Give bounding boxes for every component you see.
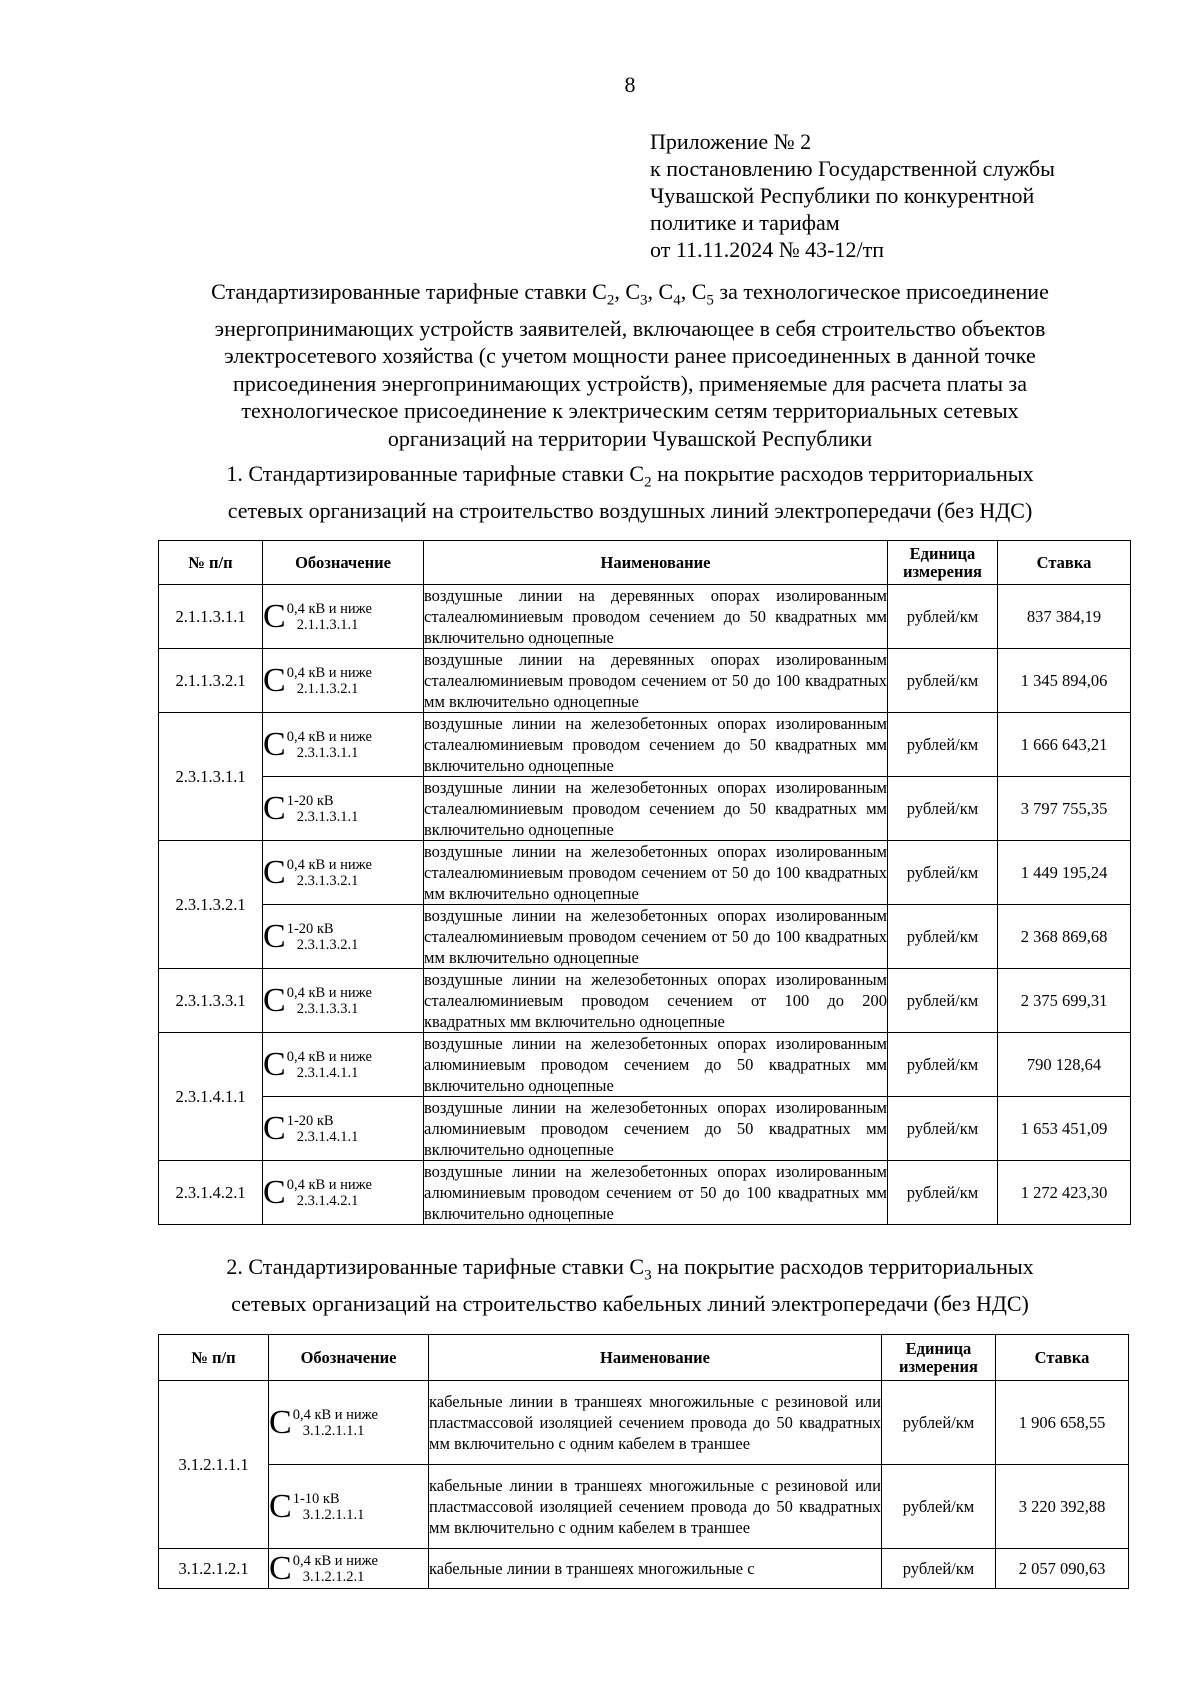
header-rate: Ставка: [998, 541, 1131, 585]
designation-cell: [263, 1097, 424, 1161]
description-cell: воздушные линии на железобетонных опорах изолированным сталеалюминиевым проводом сечением до 50 квадратных мм включительно одноцепные: [424, 714, 887, 775]
description-cell: воздушные линии на железобетонных опорах изолированным алюминиевым проводом сечением до 50 квадратных мм включительно одноцепные: [424, 1098, 887, 1159]
table-row: [159, 649, 1131, 713]
table-row: [159, 969, 1131, 1033]
symbol-superscript: 1-20 кВ: [286, 1112, 334, 1129]
symbol-letter: C: [263, 725, 286, 763]
row-number: 2.3.1.3.1.1: [159, 713, 263, 841]
description-cell: кабельные линии в траншеях многожильные с резиновой или пластмассовой изоляцией сечением провода до 50 квадратных мм включительно с одним кабелем в траншее: [429, 1381, 882, 1465]
symbol-subscript: 2.3.1.3.1.1: [296, 808, 359, 825]
symbol-superscript: 0,4 кВ и ниже: [286, 664, 372, 681]
designation-cell: [263, 585, 424, 649]
symbol-letter: C: [263, 661, 286, 699]
unit-cell: рублей/км: [888, 1097, 998, 1161]
symbol-superscript: 0,4 кВ и ниже: [286, 1176, 372, 1193]
designation-cell: [263, 969, 424, 1033]
symbol-subscript: 2.3.1.3.3.1: [296, 1000, 359, 1017]
table-header-row: [159, 1335, 1129, 1381]
designation-cell: [263, 905, 424, 969]
symbol-superscript: 0,4 кВ и ниже: [292, 1406, 378, 1423]
table-row: [159, 1161, 1131, 1225]
appendix-block: [650, 128, 1055, 263]
symbol-superscript: 1-20 кВ: [286, 920, 334, 937]
appendix-line: Приложение № 2: [650, 129, 812, 154]
table-row: [159, 585, 1131, 649]
tariff-symbol: [263, 1173, 372, 1211]
tariff-symbol: [263, 597, 372, 635]
symbol-subscript: 3.1.2.1.1.1: [302, 1506, 365, 1523]
row-number: 2.3.1.4.1.1: [159, 1033, 263, 1161]
rate-cell: 1 906 658,55: [996, 1381, 1129, 1465]
designation-cell: [269, 1465, 429, 1549]
title-line: электросетевого хозяйства (с учетом мощности ранее присоединенных в данной точке: [224, 343, 1036, 369]
designation-cell: [263, 649, 424, 713]
header-rate: Ставка: [996, 1335, 1129, 1381]
header-designation: Обозначение: [269, 1335, 429, 1381]
table-cable-lines: [158, 1334, 1129, 1589]
description-cell: кабельные линии в траншеях многожильные с: [429, 1549, 882, 1589]
row-number: 2.1.1.3.2.1: [159, 649, 263, 713]
header-designation: Обозначение: [263, 541, 424, 585]
symbol-letter: C: [263, 789, 286, 827]
unit-cell: рублей/км: [888, 1161, 998, 1225]
symbol-letter: C: [263, 1045, 286, 1083]
tariff-symbol: [263, 981, 372, 1019]
unit-cell: рублей/км: [882, 1381, 996, 1465]
table-overhead-lines: [158, 540, 1131, 1225]
row-number: 2.1.1.3.1.1: [159, 585, 263, 649]
title-line: энергопринимающих устройств заявителей, включающее в себя строительство объектов: [214, 315, 1046, 341]
symbol-letter: C: [263, 853, 286, 891]
description-cell: воздушные линии на железобетонных опорах изолированным алюминиевым проводом сечением до 50 квадратных мм включительно одноцепные: [424, 1034, 887, 1095]
rate-cell: 1 449 195,24: [998, 841, 1131, 905]
table-row: [159, 1381, 1129, 1465]
tariff-symbol: [263, 725, 372, 763]
designation-cell: [263, 777, 424, 841]
table-row: [159, 713, 1131, 777]
symbol-superscript: 0,4 кВ и ниже: [286, 600, 372, 617]
header-unit: Единица измерения: [882, 1335, 996, 1381]
symbol-superscript: 1-10 кВ: [292, 1490, 340, 1507]
rate-cell: 3 220 392,88: [996, 1465, 1129, 1549]
unit-cell: рублей/км: [888, 905, 998, 969]
rate-cell: 2 375 699,31: [998, 969, 1131, 1033]
row-number: 3.1.2.1.1.1: [159, 1381, 269, 1549]
symbol-letter: C: [269, 1549, 292, 1587]
unit-cell: рублей/км: [882, 1549, 996, 1589]
designation-cell: [263, 713, 424, 777]
symbol-superscript: 0,4 кВ и ниже: [286, 1048, 372, 1065]
appendix-line: к постановлению Государственной службы: [650, 156, 1055, 181]
table-header-row: [159, 541, 1131, 585]
title-line: технологическое присоединение к электрическим сетям территориальных сетевых: [241, 398, 1019, 424]
rate-cell: 2 057 090,63: [996, 1549, 1129, 1589]
symbol-subscript: 2.3.1.4.2.1: [296, 1192, 359, 1209]
unit-cell: рублей/км: [888, 649, 998, 713]
table-row: [159, 1465, 1129, 1549]
tariff-symbol: [263, 1109, 359, 1147]
symbol-subscript: 2.3.1.4.1.1: [296, 1128, 359, 1145]
header-name: Наименование: [424, 541, 888, 585]
rate-cell: 2 368 869,68: [998, 905, 1131, 969]
tariff-symbol: [269, 1487, 365, 1525]
document-title: [150, 278, 1110, 452]
tariff-symbol: [263, 917, 359, 955]
unit-cell: рублей/км: [888, 969, 998, 1033]
table-row: [159, 1549, 1129, 1589]
symbol-subscript: 2.1.1.3.2.1: [296, 680, 359, 697]
header-name: Наименование: [429, 1335, 882, 1381]
symbol-superscript: 1-20 кВ: [286, 792, 334, 809]
symbol-subscript: 2.3.1.3.2.1: [296, 872, 359, 889]
row-number: 3.1.2.1.2.1: [159, 1549, 269, 1589]
row-number: 2.3.1.3.2.1: [159, 841, 263, 969]
rate-cell: 1 653 451,09: [998, 1097, 1131, 1161]
title-line: организаций на территории Чувашской Республики: [387, 425, 873, 451]
page-number: 8: [624, 72, 636, 97]
symbol-subscript: 2.1.1.3.1.1: [296, 616, 359, 633]
description-cell: воздушные линии на железобетонных опорах изолированным сталеалюминиевым проводом сечением от 100 до 200 квадратных мм включительно одноцепные: [424, 970, 887, 1031]
unit-cell: рублей/км: [888, 777, 998, 841]
symbol-superscript: 0,4 кВ и ниже: [286, 728, 372, 745]
rate-cell: 1 666 643,21: [998, 713, 1131, 777]
symbol-superscript: 0,4 кВ и ниже: [292, 1552, 378, 1569]
symbol-letter: C: [263, 1109, 286, 1147]
symbol-subscript: 3.1.2.1.1.1: [302, 1422, 365, 1439]
header-unit: Единица измерения: [888, 541, 998, 585]
table-row: [159, 1097, 1131, 1161]
header-num: № п/п: [159, 541, 263, 585]
designation-cell: [263, 1033, 424, 1097]
section-1-title: 1. Стандартизированные тарифные ставки $С_2$ на покрытие расходов территориальных сетевых организаций на строительство воздушных линий электропередачи (без НДС): [226, 461, 1034, 523]
rate-cell: 790 128,64: [998, 1033, 1131, 1097]
table-row: [159, 1033, 1131, 1097]
unit-cell: рублей/км: [888, 585, 998, 649]
symbol-letter: C: [269, 1403, 292, 1441]
designation-cell: [263, 1161, 424, 1225]
symbol-letter: C: [263, 597, 286, 635]
symbol-superscript: 0,4 кВ и ниже: [286, 856, 372, 873]
unit-cell: рублей/км: [888, 1033, 998, 1097]
symbol-subscript: 2.3.1.3.1.1: [296, 744, 359, 761]
rate-cell: 3 797 755,35: [998, 777, 1131, 841]
unit-cell: рублей/км: [888, 713, 998, 777]
unit-cell: рублей/км: [888, 841, 998, 905]
unit-cell: рублей/км: [882, 1465, 996, 1549]
description-cell: воздушные линии на деревянных опорах изолированным сталеалюминиевым проводом сечением от 50 до 100 квадратных мм включительно одноцепные: [424, 650, 887, 711]
description-cell: воздушные линии на железобетонных опорах изолированным алюминиевым проводом сечением от 50 до 100 квадратных мм включительно одноцепные: [424, 1162, 887, 1223]
title-line: Стандартизированные тарифные ставки $С_2$, $С_3$, $С_4$, $С_5$ за технологическое присоединение: [211, 279, 1049, 309]
row-number: 2.3.1.4.2.1: [159, 1161, 263, 1225]
description-cell: воздушные линии на железобетонных опорах изолированным сталеалюминиевым проводом сечением от 50 до 100 квадратных мм включительно одноцепные: [424, 906, 887, 967]
tariff-symbol: [263, 661, 372, 699]
designation-cell: [269, 1549, 429, 1589]
symbol-letter: C: [263, 1173, 286, 1211]
tariff-symbol: [263, 1045, 372, 1083]
description-cell: воздушные линии на деревянных опорах изолированным сталеалюминиевым проводом сечением до 50 квадратных мм включительно одноцепные: [424, 586, 887, 647]
title-line: присоединения энергопринимающих устройств), применяемые для расчета платы за: [233, 370, 1027, 396]
header-num: № п/п: [159, 1335, 269, 1381]
designation-cell: [269, 1381, 429, 1465]
tariff-symbol: [269, 1403, 378, 1441]
appendix-line: Чувашской Республики по конкурентной: [650, 183, 1035, 208]
designation-cell: [263, 841, 424, 905]
table-row: [159, 841, 1131, 905]
row-number: 2.3.1.3.3.1: [159, 969, 263, 1033]
tariff-symbol: [263, 853, 372, 891]
description-cell: воздушные линии на железобетонных опорах изолированным сталеалюминиевым проводом сечением до 50 квадратных мм включительно одноцепные: [424, 778, 887, 839]
symbol-superscript: 0,4 кВ и ниже: [286, 984, 372, 1001]
symbol-letter: C: [263, 917, 286, 955]
section-2-title: 2. Стандартизированные тарифные ставки $С_3$ на покрытие расходов территориальных сетевых организаций на строительство кабельных линий электропередачи (без НДС): [226, 1254, 1034, 1316]
table-row: [159, 905, 1131, 969]
symbol-subscript: 2.3.1.3.2.1: [296, 936, 359, 953]
symbol-subscript: 3.1.2.1.2.1: [302, 1568, 365, 1585]
description-cell: воздушные линии на железобетонных опорах изолированным сталеалюминиевым проводом сечением от 50 до 100 квадратных мм включительно одноцепные: [424, 842, 887, 903]
appendix-line: политике и тарифам: [650, 210, 840, 235]
symbol-subscript: 2.3.1.4.1.1: [296, 1064, 359, 1081]
appendix-line: от 11.11.2024 № 43-12/тп: [650, 237, 885, 262]
table-row: [159, 777, 1131, 841]
rate-cell: 837 384,19: [998, 585, 1131, 649]
symbol-letter: C: [263, 981, 286, 1019]
symbol-letter: C: [269, 1487, 292, 1525]
rate-cell: 1 272 423,30: [998, 1161, 1131, 1225]
tariff-symbol: [269, 1549, 378, 1587]
rate-cell: 1 345 894,06: [998, 649, 1131, 713]
tariff-symbol: [263, 789, 359, 827]
description-cell: кабельные линии в траншеях многожильные с резиновой или пластмассовой изоляцией сечением провода до 50 квадратных мм включительно с одним кабелем в траншее: [429, 1465, 882, 1549]
